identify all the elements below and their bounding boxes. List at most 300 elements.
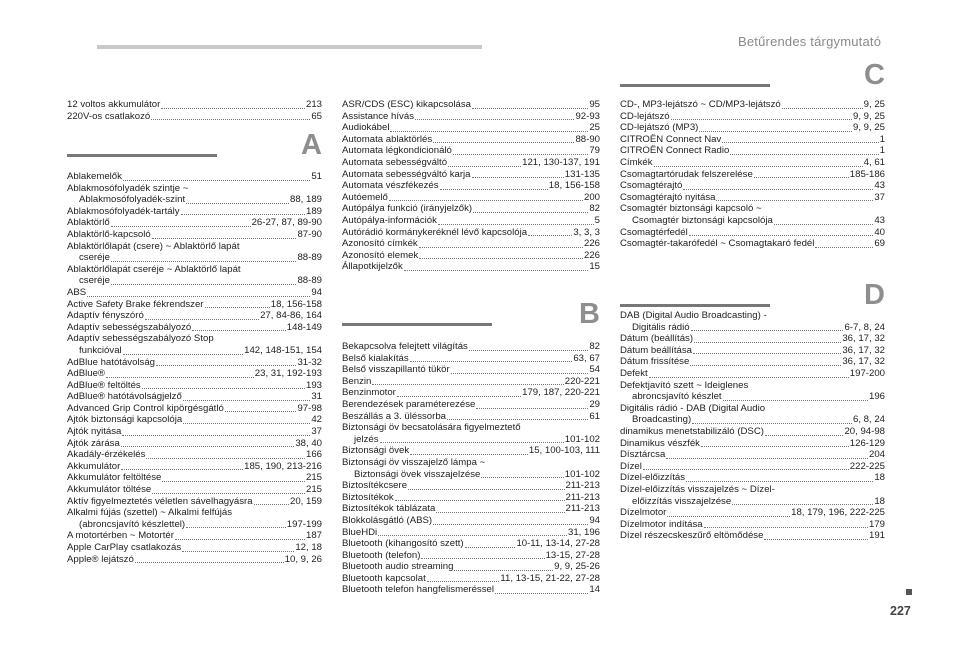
section-header-a	[67, 129, 322, 171]
index-entry	[620, 192, 885, 204]
entry-term: Csomagtér biztonsági kapcsoló ~	[620, 203, 762, 215]
index-entry	[342, 341, 600, 353]
index-entry	[620, 530, 885, 542]
index-entry	[342, 157, 600, 169]
entry-term: Aktív figyelmeztetés véletlen sávelhagyásra	[67, 495, 253, 507]
entry-term: Ablakmosófolyadék-tartály	[67, 205, 180, 217]
dot-leader	[667, 516, 790, 517]
dot-leader	[472, 108, 588, 109]
entry-term: Digitális rádió - DAB (Digital Audio	[620, 402, 766, 414]
entry-term: Apple CarPlay csatlakozás	[67, 542, 182, 553]
dot-leader	[473, 212, 588, 213]
index-entry	[342, 387, 600, 399]
dot-leader	[433, 524, 588, 525]
dot-leader	[704, 527, 868, 528]
entry-pages: 131-135	[564, 168, 600, 180]
entry-pages: 1	[879, 145, 885, 157]
entry-term: Audiokábel	[342, 122, 390, 134]
entry-term: 12 voltos akkumulátor	[67, 99, 161, 110]
entry-term: Ajtók biztonsági kapcsolója	[67, 414, 183, 426]
index-entry	[67, 241, 322, 253]
dot-leader	[476, 408, 588, 409]
entry-pages: 220-221	[564, 375, 600, 387]
dot-leader	[649, 377, 849, 378]
entry-term: Automata ablaktörlés	[342, 133, 433, 145]
index-entry	[67, 171, 322, 183]
section-rule	[342, 323, 492, 326]
entry-term: Biztonsági övek	[342, 445, 410, 457]
index-entry	[342, 180, 600, 192]
dot-leader	[764, 539, 868, 540]
index-entry	[67, 449, 322, 461]
entry-term: ABS	[67, 286, 87, 298]
entry-term: Biztonsági övek visszajelzése	[354, 468, 481, 480]
index-entry	[67, 357, 322, 369]
entry-pages: 148-149	[286, 321, 322, 333]
entry-pages: 196	[868, 391, 885, 403]
entry-term: Ajtók nyitása	[67, 426, 122, 438]
entry-term: AdBlue hatótávolság	[67, 356, 156, 368]
entry-pages: 20, 94-98	[844, 425, 885, 437]
index-entry	[342, 503, 600, 515]
entry-term: Broadcasting)	[632, 414, 692, 426]
entry-pages: 51	[311, 171, 322, 182]
dot-leader	[380, 442, 564, 443]
index-entry	[342, 584, 600, 596]
dot-leader	[111, 226, 251, 227]
dot-leader	[453, 154, 588, 155]
dot-leader	[186, 527, 286, 528]
dot-leader	[689, 235, 874, 236]
index-entry	[67, 345, 322, 357]
entry-pages: 3, 3, 3	[573, 226, 600, 238]
index-entry	[67, 194, 322, 206]
entry-pages: 14	[589, 584, 600, 596]
index-entry	[620, 426, 885, 438]
entry-term: Ablaktörlőlapát cseréje ~ Ablaktörlő lapát	[67, 263, 241, 275]
entry-pages: 82	[589, 341, 600, 352]
index-entry	[67, 264, 322, 276]
dot-leader	[723, 400, 868, 401]
dot-leader	[447, 419, 588, 420]
index-entry	[620, 322, 885, 334]
dot-leader	[192, 330, 286, 331]
entry-pages: 6-7, 8, 24	[844, 321, 885, 333]
index-entry	[67, 287, 322, 299]
corner-square	[906, 589, 912, 595]
index-entry	[67, 530, 322, 542]
entry-pages: 204	[868, 449, 885, 461]
dot-leader	[481, 477, 563, 478]
entry-term: Alkalmi fújás (szettel) ~ Alkalmi felfújás	[67, 507, 233, 519]
entry-term: Dinamikus vészfék	[620, 437, 700, 449]
dot-leader	[765, 435, 843, 436]
entry-pages: 189	[305, 205, 322, 217]
index-entry	[342, 480, 600, 492]
entry-term: Dízelmotor	[620, 507, 667, 519]
dot-leader	[123, 354, 243, 355]
entry-term: Bekapcsolva felejtett világítás	[342, 341, 468, 352]
index-entry	[620, 449, 885, 461]
entry-term: Csomagtérajtó	[620, 180, 683, 192]
entry-term: cseréje	[79, 275, 110, 287]
entry-term: Dátum frissítése	[620, 356, 690, 368]
entry-term: Akkumulátor	[67, 460, 121, 472]
index-entry	[342, 457, 600, 469]
entry-pages: 31	[311, 391, 322, 403]
entry-pages: 197-200	[849, 367, 885, 379]
dot-leader	[683, 189, 873, 190]
dot-leader	[433, 142, 574, 143]
entry-pages: 185-186	[849, 168, 885, 180]
entry-pages: 94	[311, 286, 322, 298]
index-entry	[342, 422, 600, 434]
entry-pages: 101-102	[564, 433, 600, 445]
entry-term: előizzítás visszajelzése	[632, 495, 732, 507]
entry-term: Belső visszapillantó tükör	[342, 364, 450, 376]
dot-leader	[395, 500, 565, 501]
entry-term: Ablakmosófolyadék-szint	[79, 194, 186, 206]
index-entry	[620, 215, 885, 227]
entry-term: Csomagtérajtó nyitása	[620, 191, 716, 203]
index-entry	[342, 515, 600, 527]
index-entry	[342, 227, 600, 239]
entry-term: Ablakmosófolyadék szintje ~	[67, 182, 189, 194]
index-entry	[342, 550, 600, 562]
entry-term: Adaptív sebességszabályozó Stop	[67, 333, 214, 345]
entry-pages: 94	[589, 514, 600, 526]
page-number: 227	[890, 604, 911, 618]
index-entry	[67, 206, 322, 218]
index-entry	[620, 496, 885, 508]
entry-term: Akkumulátor feltöltése	[67, 472, 162, 484]
dot-leader	[410, 454, 528, 455]
entry-pages: 5	[594, 214, 600, 226]
dot-leader	[448, 166, 521, 167]
entry-pages: 43	[874, 214, 885, 226]
entry-term: Blokkolásgátló (ABS)	[342, 514, 433, 526]
entry-pages: 9, 25	[863, 99, 885, 110]
index-entry	[67, 299, 322, 311]
index-entry	[620, 472, 885, 484]
entry-term: Biztosítékcsere	[342, 480, 408, 492]
index-entry	[620, 122, 885, 134]
entry-term: Dízel-előizzítás visszajelzés ~ Dízel-	[620, 483, 775, 495]
dot-leader	[111, 261, 297, 262]
index-entry	[67, 217, 322, 229]
dot-leader	[528, 235, 572, 236]
entry-term: Biztosítékok	[342, 491, 394, 503]
index-entry	[620, 484, 885, 496]
entry-term: Biztonsági öv becsatolására figyelmeztető	[342, 422, 521, 434]
dot-leader	[654, 166, 863, 167]
entry-term: Biztosítékok táblázata	[342, 503, 436, 515]
entry-term: 220V-os csatlakozó	[67, 110, 151, 122]
entry-pages: 42	[311, 414, 322, 426]
entry-pages: 18	[874, 472, 885, 484]
index-entry	[342, 538, 600, 550]
entry-term: Adaptív fényszóró	[67, 310, 144, 322]
entry-pages: 88-90	[575, 133, 600, 145]
entry-term: Automata sebességváltó karja	[342, 168, 471, 180]
entry-term: Csomagtartórudak felszerelése	[620, 168, 753, 180]
index-entry	[620, 519, 885, 531]
dot-leader	[142, 388, 305, 389]
entry-pages: 1	[879, 133, 885, 145]
dot-leader	[152, 493, 305, 494]
entry-pages: 215	[305, 484, 322, 496]
index-entry	[620, 169, 885, 181]
index-entry	[342, 169, 600, 181]
entry-term: Dátum (beállítás)	[620, 333, 694, 345]
index-entry	[620, 145, 885, 157]
index-entry	[342, 527, 600, 539]
index-entry	[67, 403, 322, 415]
entry-pages: 37	[874, 191, 885, 203]
index-entry	[67, 252, 322, 264]
entry-term: Azonosító címkék	[342, 238, 418, 250]
entry-pages: 10, 9, 26	[284, 553, 322, 565]
entry-pages: 43	[874, 180, 885, 192]
section-letter-d: D	[864, 279, 885, 311]
index-entry	[620, 461, 885, 473]
index-entry	[67, 322, 322, 334]
entry-pages: 23, 31, 192-193	[254, 368, 322, 380]
dot-leader	[454, 570, 553, 571]
entry-pages: 142, 148-151, 154	[244, 344, 322, 356]
entry-pages: 61	[589, 410, 600, 422]
entry-term: DAB (Digital Audio Broadcasting) -	[620, 310, 767, 321]
dot-leader	[691, 330, 844, 331]
entry-pages: 15	[589, 261, 600, 273]
dot-leader	[151, 119, 310, 120]
entry-term: Dízel	[620, 460, 642, 472]
entry-pages: 191	[868, 530, 885, 542]
entry-term: abroncsjavító készlet	[632, 391, 722, 403]
header-rule	[97, 45, 482, 49]
entry-pages: 63, 67	[573, 352, 600, 364]
dot-leader	[182, 551, 294, 552]
section-letter-b: B	[579, 298, 600, 330]
dot-leader	[145, 319, 259, 320]
index-entry	[342, 445, 600, 457]
dot-leader	[225, 411, 297, 412]
pre-section	[67, 99, 322, 122]
entry-pages: 88, 189	[289, 194, 322, 206]
entry-pages: 200	[583, 191, 600, 203]
entry-pages: 211-213	[565, 503, 600, 515]
index-entry	[342, 145, 600, 157]
entry-term: Advanced Grip Control kipörgésgátló	[67, 402, 224, 414]
dot-leader	[643, 469, 849, 470]
section-c-entries	[620, 99, 885, 250]
entry-term: CD-lejátszó	[620, 110, 670, 122]
entry-pages: 88-89	[297, 275, 322, 287]
entry-term: Bluetooth (kihangosító szett)	[342, 538, 464, 550]
index-entry	[67, 554, 322, 566]
entry-term: Autópálya-információk	[342, 214, 437, 226]
entry-pages: 18	[874, 495, 885, 507]
dot-leader	[175, 539, 305, 540]
entry-term: Automata légkondicionáló	[342, 145, 452, 157]
entry-pages: 187	[305, 530, 322, 542]
index-entry	[620, 111, 885, 123]
entry-pages: 69	[874, 238, 885, 250]
index-entry	[67, 99, 322, 111]
entry-term: AdBlue® hatótávolságjelző	[67, 391, 182, 403]
dot-leader	[410, 361, 573, 362]
entry-pages: 27, 84-86, 164	[260, 310, 322, 322]
entry-term: Azonosító elemek	[342, 249, 419, 261]
index-entry	[67, 484, 322, 496]
dot-leader	[815, 247, 873, 248]
dot-leader	[183, 400, 311, 401]
entry-term: Autópálya funkció (irányjelzők)	[342, 203, 473, 215]
entry-term: jelzés	[354, 433, 379, 445]
index-entry	[67, 496, 322, 508]
entry-pages: 95	[589, 99, 600, 110]
index-entry	[342, 434, 600, 446]
entry-term: Biztonsági öv visszajelző lámpa ~	[342, 456, 486, 468]
entry-term: Ablakemelők	[67, 171, 122, 182]
index-entry	[342, 215, 600, 227]
dot-leader	[152, 238, 297, 239]
entry-pages: 9, 9, 25-26	[554, 561, 600, 573]
entry-pages: 79	[589, 145, 600, 157]
dot-leader	[156, 365, 296, 366]
index-entry	[342, 238, 600, 250]
index-entry	[67, 519, 322, 531]
entry-pages: 101-102	[564, 468, 600, 480]
section-header-c	[620, 59, 885, 101]
index-entry	[620, 356, 885, 368]
entry-term: BlueHDi	[342, 526, 378, 538]
section-rule	[620, 84, 770, 87]
entry-term: Adaptív sebességszabályozó	[67, 321, 192, 333]
entry-pages: 226	[583, 238, 600, 250]
entry-pages: 213	[305, 99, 322, 110]
index-entry	[620, 227, 885, 239]
index-entry	[67, 333, 322, 345]
section-rule	[620, 304, 770, 307]
index-entry	[620, 310, 885, 322]
dot-leader	[732, 504, 873, 505]
entry-term: cseréje	[79, 252, 110, 264]
entry-pages: 211-213	[565, 480, 600, 492]
index-entry	[342, 192, 600, 204]
index-entry	[67, 310, 322, 322]
entry-pages: 97-98	[297, 402, 322, 414]
entry-pages: 6, 8, 24	[852, 414, 885, 426]
dot-leader	[181, 214, 305, 215]
entry-term: CD-lejátszó (MP3)	[620, 122, 699, 134]
index-entry	[620, 380, 885, 392]
dot-leader	[378, 535, 567, 536]
dot-leader	[730, 154, 878, 155]
entry-pages: 25	[589, 122, 600, 134]
dot-leader	[419, 247, 583, 248]
dot-leader	[404, 270, 589, 271]
entry-pages: 193	[305, 379, 322, 391]
entry-term: Bluetooth telefon hangfelismeréssel	[342, 584, 494, 596]
dot-leader	[469, 350, 588, 351]
dot-leader	[701, 446, 849, 447]
index-entry	[342, 399, 600, 411]
entry-term: Bluetooth audio streaming	[342, 561, 454, 573]
entry-term: Benzin	[342, 375, 372, 387]
entry-pages: 179	[868, 518, 885, 530]
section-a-continued	[342, 99, 600, 273]
entry-pages: 31, 196	[567, 526, 600, 538]
index-entry	[620, 403, 885, 415]
entry-pages: 37	[311, 426, 322, 438]
index-entry	[342, 134, 600, 146]
entry-term: Dízelmotor indítása	[620, 518, 703, 530]
dot-leader	[472, 177, 564, 178]
entry-term: Defektjavító szett ~ Ideiglenes	[620, 379, 749, 391]
entry-pages: 226	[583, 249, 600, 261]
dot-leader	[106, 377, 254, 378]
index-entry	[620, 238, 885, 250]
dot-leader	[427, 581, 500, 582]
dot-leader	[699, 131, 852, 132]
dot-leader	[87, 296, 310, 297]
entry-pages: 12, 18	[295, 542, 322, 553]
index-entry	[342, 376, 600, 388]
index-entry	[342, 561, 600, 573]
section-rule	[67, 154, 217, 157]
entry-pages: 18, 156-158	[270, 298, 322, 310]
dot-leader	[666, 458, 868, 459]
entry-pages: 36, 17, 32	[842, 333, 885, 345]
entry-pages: 29	[589, 398, 600, 410]
page-header-title: Betűrendes tárgymutató	[738, 34, 882, 49]
section-a-entries	[67, 171, 322, 565]
dot-leader	[397, 396, 521, 397]
index-entry	[342, 122, 600, 134]
index-entry	[67, 368, 322, 380]
dot-leader	[694, 342, 841, 343]
index-entry	[342, 250, 600, 262]
dot-leader	[390, 131, 588, 132]
entry-pages: 36, 17, 32	[842, 344, 885, 356]
dot-leader	[135, 562, 284, 563]
index-entry	[67, 229, 322, 241]
entry-term: Benzinmotor	[342, 387, 396, 399]
entry-term: funkcióval	[79, 344, 122, 356]
entry-term: Ablaktörlő	[67, 217, 110, 229]
dot-leader	[774, 224, 874, 225]
entry-pages: 222-225	[849, 460, 885, 472]
index-entry	[620, 157, 885, 169]
entry-pages: 18, 179, 196, 222-225	[791, 507, 885, 519]
entry-term: dinamikus menetstabilizáló (DSC)	[620, 425, 764, 437]
entry-pages: 40	[874, 226, 885, 238]
index-entry	[67, 438, 322, 450]
entry-term: AdBlue®	[67, 368, 106, 380]
entry-term: Dátum beállítása	[620, 344, 692, 356]
index-entry	[342, 573, 600, 585]
dot-leader	[183, 423, 310, 424]
entry-pages: 82	[589, 203, 600, 215]
entry-pages: 10-11, 13-14, 27-28	[516, 538, 600, 550]
index-entry	[67, 426, 322, 438]
dot-leader	[123, 180, 310, 181]
entry-term: Autóemelő	[342, 191, 388, 203]
dot-leader	[254, 504, 289, 505]
index-entry	[620, 507, 885, 519]
entry-pages: 88-89	[297, 252, 322, 264]
